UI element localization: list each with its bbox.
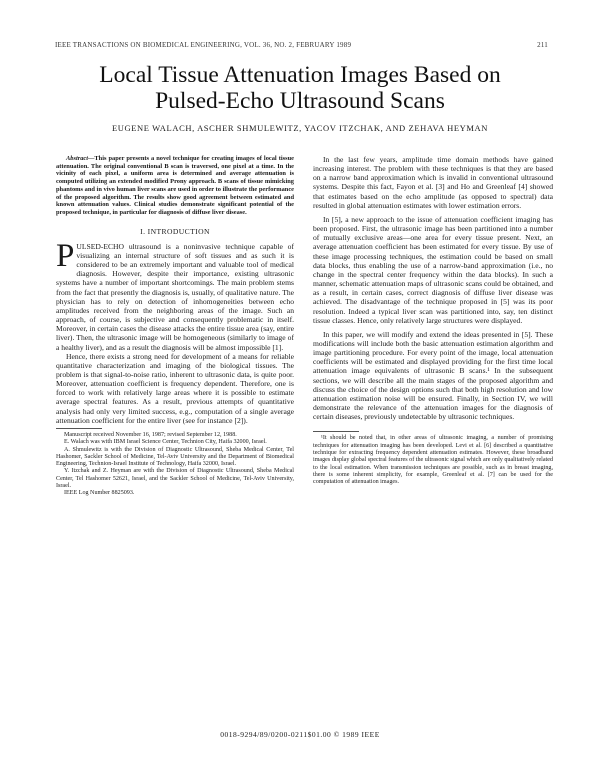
body-paragraph-3: In the last few years, amplitude time domain methods have gained increasing interest. The problem with these techniques is that they are based on a narrow band approximation which is invalid in conventional ultrasound systems. Despite this fact, Fayon et al. [3] and Ho and Greenleaf [4] showed that estimates based on the echo amplitude (as opposed to spectral) data resulted in global attenuation estimates with lower estimation errors.	[313, 155, 553, 210]
title-line-1: Local Tissue Attenuation Images Based on	[99, 62, 501, 88]
intro-paragraph-1	[56, 237, 294, 352]
abstract-text: This paper presents a novel technique for creating images of local tissue attenuation. The original conventional B scan is traversed, one pixel at a time. In the vicinity of each pixel, a uniform area is determined and average attenuation is computed utilizing an extended modified Prony approach. B scans of tissue mimicking phantoms and in vivo human liver scans are used in order to illustrate the performance of the proposed algorithm. The results show good agreement between estimated and known attenuation values. Clinical studies demonstrate significant potential of the proposed technique, in particular for diagnosis of diffuse liver disease.	[56, 155, 294, 216]
footnote-manuscript: Manuscript received November 16, 1987; revised September 12, 1988.	[64, 431, 237, 438]
left-column	[56, 155, 294, 498]
page-number: 211	[537, 41, 548, 49]
body-paragraph-4: In [5], a new approach to the issue of attenuation coefficient imaging has been proposed. First, the ultrasonic image has been partitioned into a number of mutually exclusive areas—one area for every tissue present. Next, an average attenuation coefficient has been estimated for every tissue. By use of these image processing techniques, the estimation could be based on small data blocks, thus enabling the use of a narrow-band approximation (i.e., no change in the spectral center frequency within the data blocks). In such a manner, schematic attenuation maps of ultrasonic scans could be obtained, and as a result, in certain cases, correct diagnosis of diffuse liver disease was achieved. The disadvantage of the technique proposed in [5] was its poor resolution. Indeed a typical liver scan was partitioned into, say, ten distinct tissue classes. Hence, only relatively large structures were displayed.	[313, 214, 553, 325]
title-line-2: Pulsed-Echo Ultrasound Scans	[155, 88, 445, 114]
journal-header: IEEE TRANSACTIONS ON BIOMEDICAL ENGINEERING, VOL. 36, NO. 2, FEBRUARY 1989	[55, 41, 352, 49]
paper-title	[40, 62, 560, 114]
intro-paragraph-1-text: ULSED-ECHO ultrasound is a noninvasive technique capable of visualizing an internal structure of soft tissues and as such it is considered to be an extremely important and valuable tool of medical diagnosis. However, despite their importance, existing ultrasonic systems have a number of important shortcomings. The main problem stems from the fact that presently the diagnosis is, usually, of qualitative nature. The physician has to rely on detection of inhomogeneities between echo amplitudes received from the neighboring areas of the image. Such an approach, of course, is subjective and consequently problematic in itself. Moreover, in certain cases the disease attacks the entire tissue area (say, entire liver). Then, the ultrasonic image will be homogeneous (similarly to image of a healthy liver), and as a result the diagnosis will be almost impossible [1].	[56, 241, 294, 352]
footnote-rule	[313, 431, 359, 432]
author-footnotes	[56, 428, 294, 498]
copyright-line: 0018-9294/89/0200-0211$01.00 © 1989 IEEE	[220, 730, 380, 739]
abstract-lead: Abstract—	[66, 155, 95, 162]
footnote-itzchak-heyman: Y. Itzchak and Z. Heyman are with the Division of Diagnostic Ultrasound, Sheba Medical Center, Tel Hashomer 52621, Israel, and the Sackler School of Medicine, Tel-Aviv University, Israel.	[56, 468, 294, 489]
footnote-1: ¹It should be noted that, in other areas of ultrasonic imaging, a number of promising techniques for attenuation imaging has been developed. Levi et al. [6] described a quantitative technique for extracting frequency dependent attenuation estimates. However, these broadband images display global spectral features of the ultrasonic signal which are only qualitatively related to the local estimation. When transmission techniques are possible, such as in breast imaging, there is some inherent simplicity, for example, Greenleaf et al. [7] can be used for the computation of attenuation images.	[313, 435, 553, 486]
body-paragraph-5: In this paper, we will modify and extend the ideas presented in [5]. These modifications will include both the basic attenuation estimation algorithm and image partitioning procedure. For every point of the image, local attenuation coefficients will be estimated and displayed providing for the first time local attenuation image equivalents of ultrasonic B scans.¹ In the subsequent sections, we will describe all the main stages of the proposed algorithm and discuss the choice of the design options such that both high resolution and low attenuation estimation noise will be ensured. Finally, in Section IV, we will demonstrate the relevance of the attenuation images for the diagnosis of certain diseases, previously undetectable by ultrasonic techniques.	[313, 329, 553, 422]
right-column	[313, 155, 553, 486]
drop-cap: P	[56, 237, 75, 274]
abstract	[56, 155, 294, 217]
footnote-shmulewitz: A. Shmulewitz is with the Division of Diagnostic Ultrasound, Sheba Medical Center, Tel Hashomer, Sackler School of Medicine, Tel-Aviv University and the Department of Biomedical Engineering, Technion-Israel Institute of Technology, Haifa 32000, Israel.	[56, 446, 294, 468]
footnote-walach: E. Walach was with IBM Israel Science Center, Technion City, Haifa 32000, Israel.	[64, 439, 267, 446]
footnote-rule	[56, 428, 102, 429]
footnote-ieee-log: IEEE Log Number 8825093.	[64, 490, 135, 497]
author-list: EUGENE WALACH, ASCHER SHMULEWITZ, YACOV ITZCHAK, AND ZEHAVA HEYMAN	[111, 123, 489, 133]
right-footnote	[313, 431, 553, 486]
intro-paragraph-2: Hence, there exists a strong need for development of a means for reliable quantitative characterization and imaging of the biological tissues. The problem is that signal-to-noise ratio, inherent to ultrasonic data, is quite poor. Moreover, attenuation coefficient is frequency dependent. Therefore, one is forced to work with relatively large areas where it is possible to estimate average spectral features. As a result, previous attempts of quantitative analysis had only very limited success, e.g., computation of a single average attenuation coefficient for the entire liver (see for instance [2]).	[56, 351, 294, 425]
section-heading: I. INTRODUCTION	[140, 226, 210, 236]
